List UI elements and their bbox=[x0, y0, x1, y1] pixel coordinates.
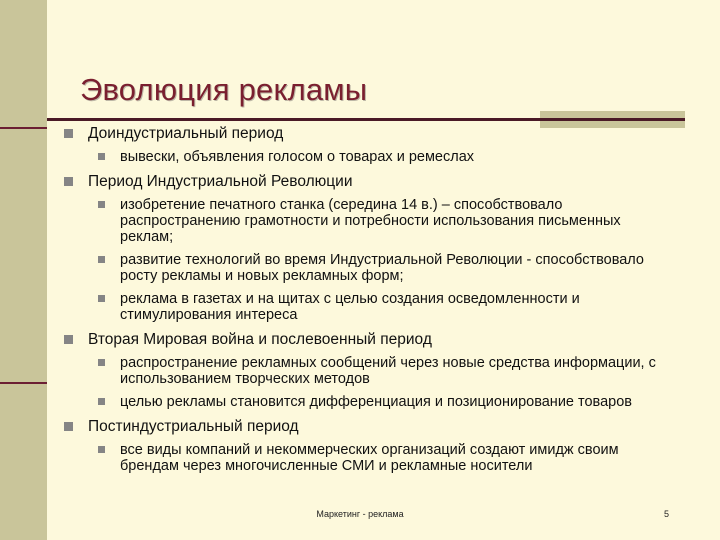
list-item bbox=[64, 291, 674, 323]
list-item bbox=[64, 394, 674, 410]
left-decorative-band bbox=[0, 0, 47, 540]
list-item-text: распространение рекламных сообщений через новые средства информации, с использованием творческих методов bbox=[120, 355, 656, 387]
list-item bbox=[64, 149, 674, 165]
list-item bbox=[64, 252, 674, 284]
section-heading-industrial-revolution bbox=[64, 172, 674, 191]
square-bullet-icon bbox=[98, 256, 105, 263]
list-item-text: реклама в газетах и на щитах с целью создания осведомленности и стимулирования интереса bbox=[120, 291, 580, 323]
list-item-text: целью рекламы становится дифференциация и позиционирование товаров bbox=[120, 394, 632, 410]
section-heading-preindustrial bbox=[64, 124, 674, 143]
square-bullet-icon bbox=[98, 295, 105, 302]
slide-title: Эволюция рекламы bbox=[80, 72, 368, 107]
square-bullet-icon bbox=[98, 446, 105, 453]
section-heading-ww2-postwar bbox=[64, 330, 674, 349]
square-bullet-icon bbox=[98, 201, 105, 208]
footer-caption: Маркетинг - реклама bbox=[316, 509, 404, 519]
title-underline-rule bbox=[47, 118, 685, 121]
section-heading-text: Вторая Мировая война и послевоенный период bbox=[88, 331, 432, 348]
square-bullet-icon bbox=[64, 422, 73, 431]
list-item-text: все виды компаний и некоммерческих организаций создают имидж своим брендам через многочисленные СМИ и рекламные носители bbox=[120, 442, 619, 474]
square-bullet-icon bbox=[98, 398, 105, 405]
list-item bbox=[64, 355, 674, 387]
list-item-text: вывески, объявления голосом о товарах и ремеслах bbox=[120, 149, 475, 165]
section-heading-postindustrial bbox=[64, 417, 674, 436]
list-item bbox=[64, 197, 674, 245]
section-heading-text: Период Индустриальной Революции bbox=[88, 173, 353, 190]
band-divider-bottom bbox=[0, 382, 47, 384]
list-item-text: изобретение печатного станка (середина 14 в.) – способствовало распространению грамотности и потребности использования письменных реклам; bbox=[120, 197, 621, 245]
square-bullet-icon bbox=[64, 129, 73, 138]
band-divider-top bbox=[0, 127, 47, 129]
slide-number: 5 bbox=[664, 509, 670, 519]
list-item bbox=[64, 442, 674, 474]
slide-content bbox=[64, 124, 674, 481]
square-bullet-icon bbox=[98, 153, 105, 160]
section-heading-text: Доиндустриальный период bbox=[88, 125, 284, 142]
square-bullet-icon bbox=[64, 177, 73, 186]
square-bullet-icon bbox=[64, 335, 73, 344]
list-item-text: развитие технологий во время Индустриальной Революции - способствовало росту рекламы и новых рекламных форм; bbox=[120, 252, 644, 284]
square-bullet-icon bbox=[98, 359, 105, 366]
section-heading-text: Постиндустриальный период bbox=[88, 418, 299, 435]
